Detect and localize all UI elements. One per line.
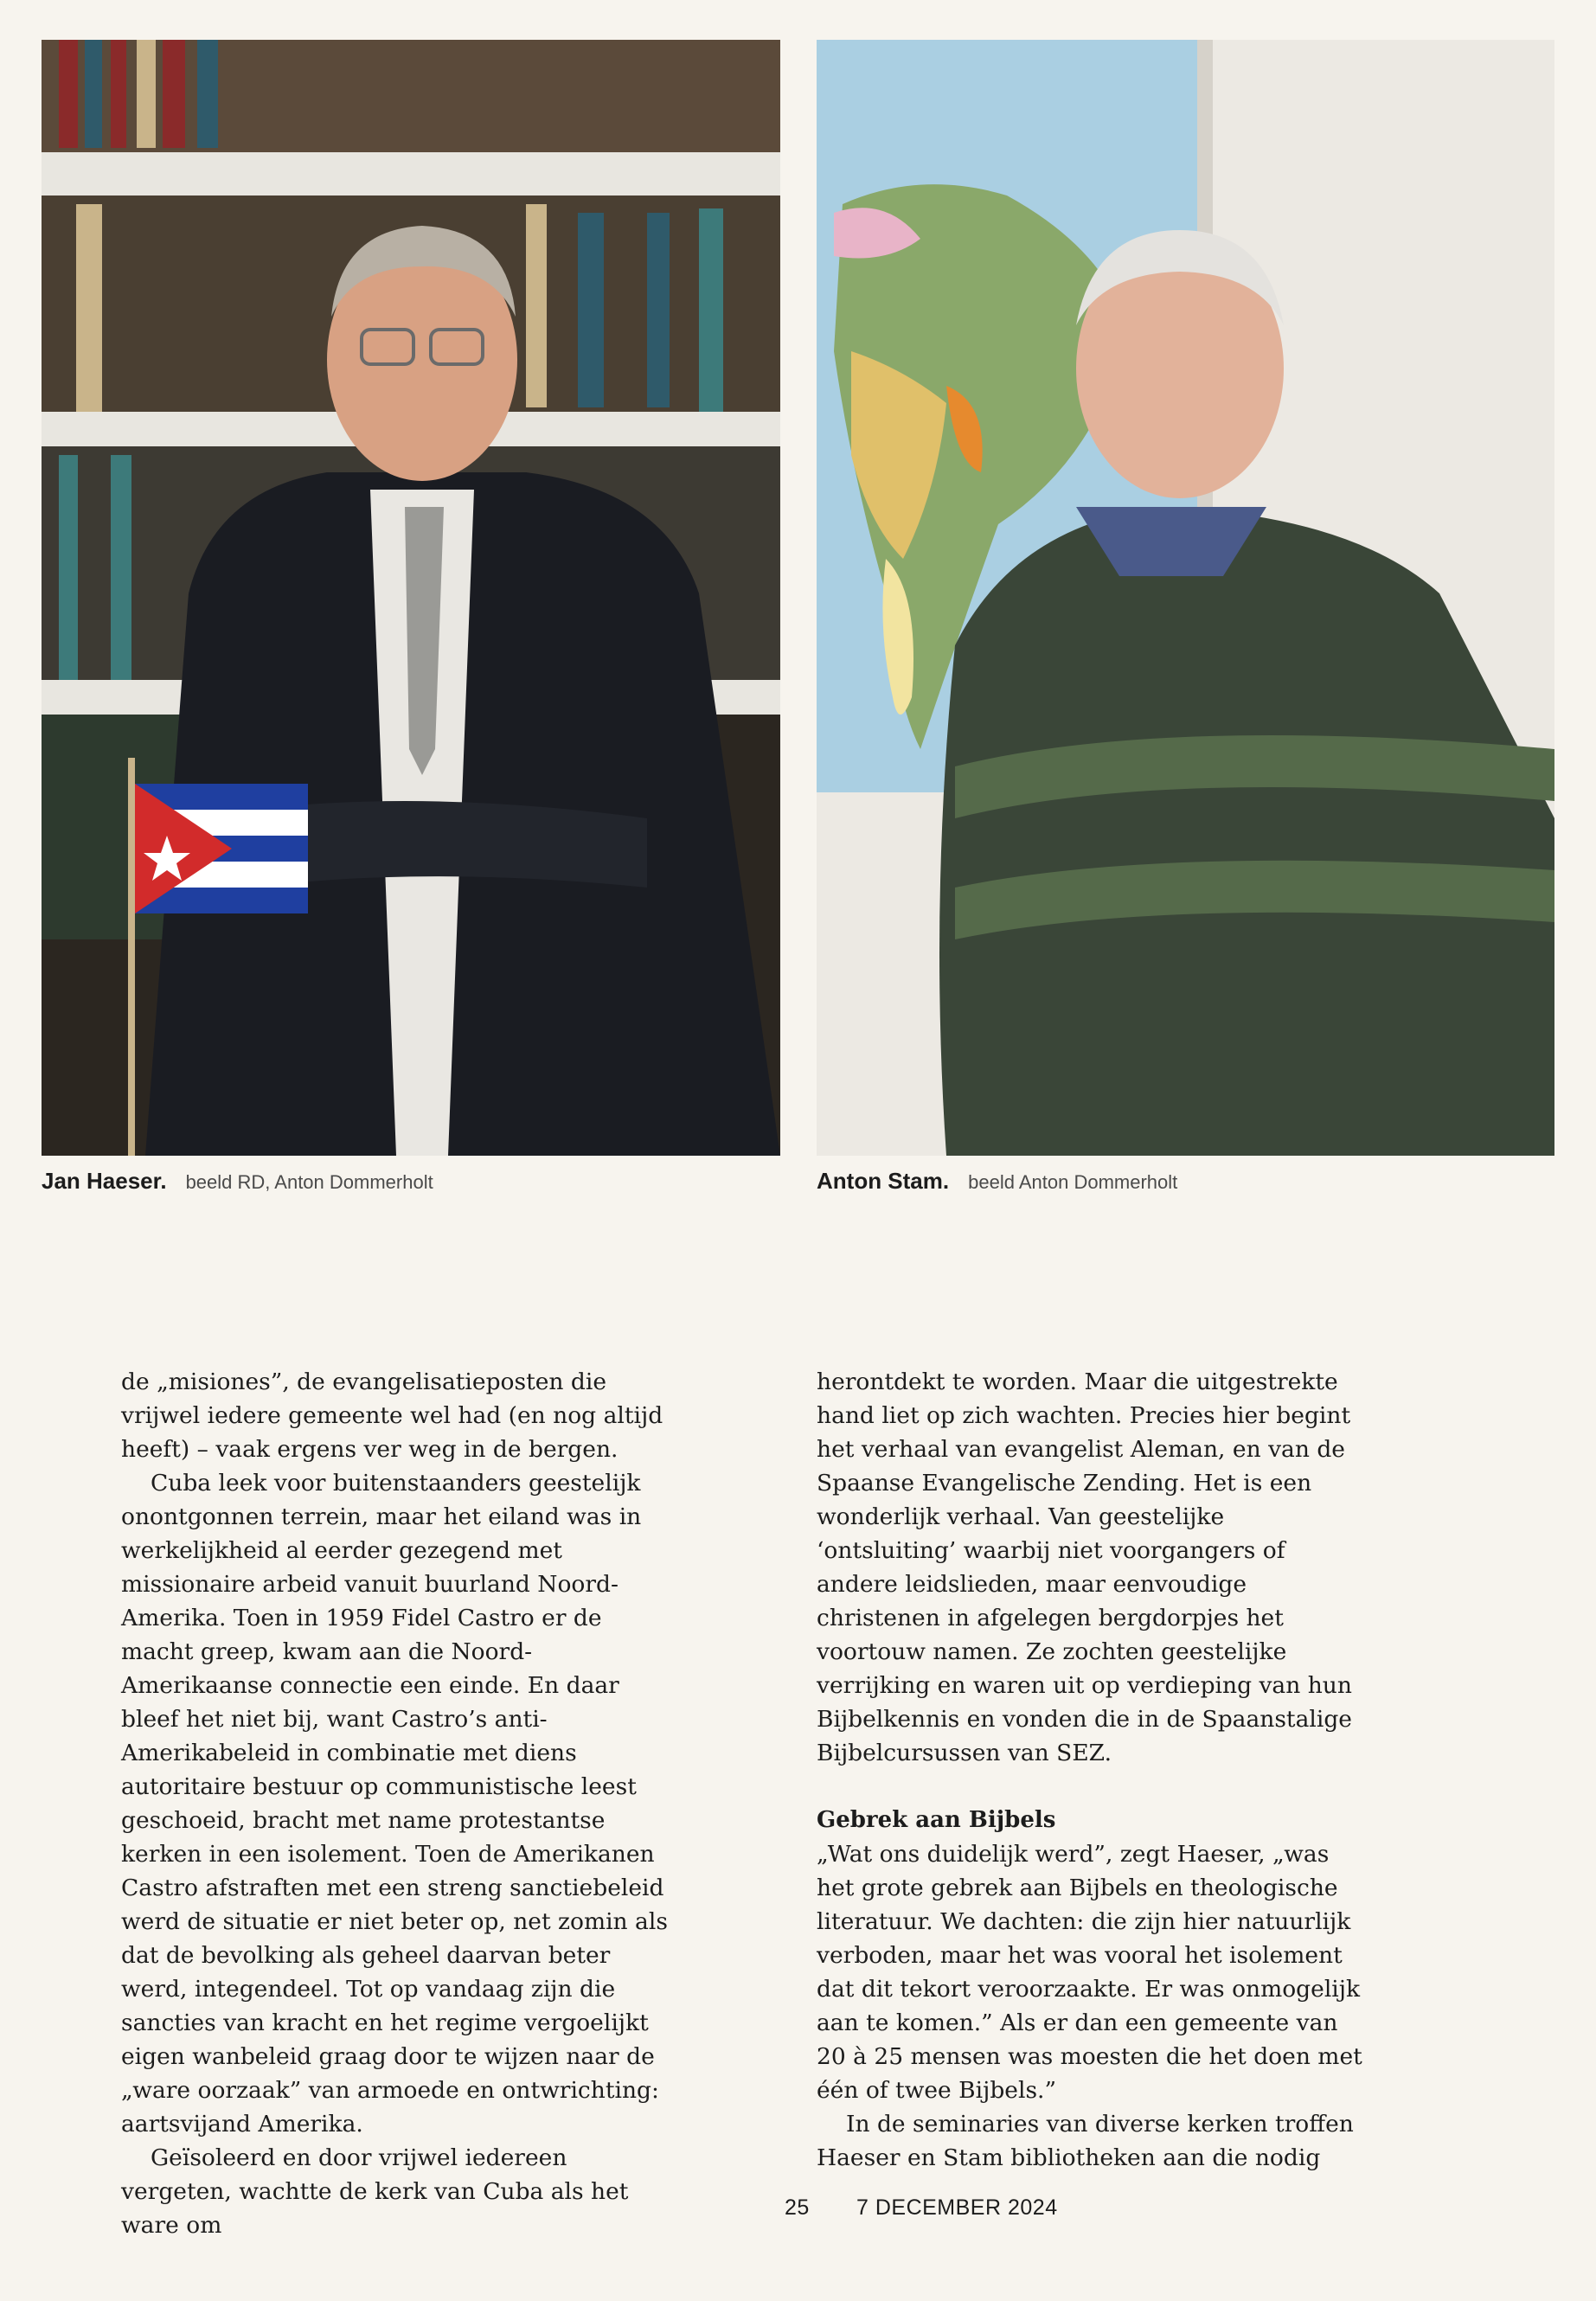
caption-name: Anton Stam. xyxy=(817,1168,950,1194)
paragraph: herontdekt te worden. Maar die uitgestrekte hand liet op zich wachten. Precies hier begint het verhaal van evangelist Aleman, en van de Spaanse Evangelische Zending. Het is een wonderlijk verhaal. Van geestelijke ‘ontsluiting’ waarbij niet voorgangers of andere leidslieden, maar eenvoudige christenen in afgelegen bergdorpjes het voortouw namen. Ze zochten geestelijke verrijking en waren uit op verdieping van hun Bijbelkennis en vonden die in de Spaanstalige Bijbelcursussen van SEZ. xyxy=(817,1368,1352,1766)
photo-caption-left xyxy=(42,1168,433,1195)
photo-caption-right xyxy=(817,1168,1177,1195)
photo-anton-stam xyxy=(817,40,1554,1156)
article-column-left xyxy=(121,1365,675,2242)
paragraph: de „misiones”, de evangelisatieposten die vrijwel iedere gemeente wel had (en nog altijd heeft) – vaak ergens ver weg in de bergen. xyxy=(121,1368,663,1463)
caption-credit: beeld Anton Dommerholt xyxy=(968,1171,1178,1193)
paragraph: In de seminaries van diverse kerken troffen Haeser en Stam bibliotheken aan die nodig xyxy=(817,2111,1354,2171)
portrait-illustration-left xyxy=(42,40,780,1156)
page-number: 25 xyxy=(785,2195,810,2220)
paragraph: „Wat ons duidelijk werd”, zegt Haeser, „was het grote gebrek aan Bijbels en theologische literatuur. We dachten: die zijn hier natuurlijk verboden, maar het was vooral het isolement dat dit tekort veroorzaakte. Er was onmogelijk aan te komen.” Als er dan een gemeente van 20 à 25 mensen was moesten die het doen met één of twee Bijbels.” xyxy=(817,1841,1362,2104)
portrait-illustration-right xyxy=(817,40,1554,1156)
caption-name: Jan Haeser. xyxy=(42,1168,167,1194)
paragraph: Cuba leek voor buitenstaanders geestelijk onontgonnen terrein, maar het eiland was in werkelijkheid al eerder gezegend met missionaire arbeid vanuit buurland Noord-Amerika. Toen in 1959 Fidel Castro er de macht greep, kwam aan die Noord-Amerikaanse connectie een einde. En daar bleef het niet bij, want Castro’s anti-Amerikabeleid in combinatie met diens autoritaire bestuur op communistische leest geschoeid, bracht met name protestantse kerken in een isolement. Toen de Amerikanen Castro afstraften met een streng sanctiebeleid werd de situatie er niet beter op, net zomin als dat de bevolking als geheel daarvan beter werd, integendeel. Tot op vandaag zijn die sancties van kracht en het regime vergoelijkt eigen wanbeleid graag door te wijzen naar de „ware oorzaak” van armoede en ontwrichting: aartsvijand Amerika. xyxy=(121,1470,668,2138)
paragraph: Geïsoleerd en door vrijwel iedereen vergeten, wachtte de kerk van Cuba als het ware om xyxy=(121,2144,629,2239)
caption-credit: beeld RD, Anton Dommerholt xyxy=(185,1171,433,1193)
page-date: 7 DECEMBER 2024 xyxy=(856,2195,1058,2220)
subheading: Gebrek aan Bijbels xyxy=(817,1807,1056,1833)
photo-jan-haeser xyxy=(42,40,780,1156)
article-column-right xyxy=(817,1365,1370,2175)
